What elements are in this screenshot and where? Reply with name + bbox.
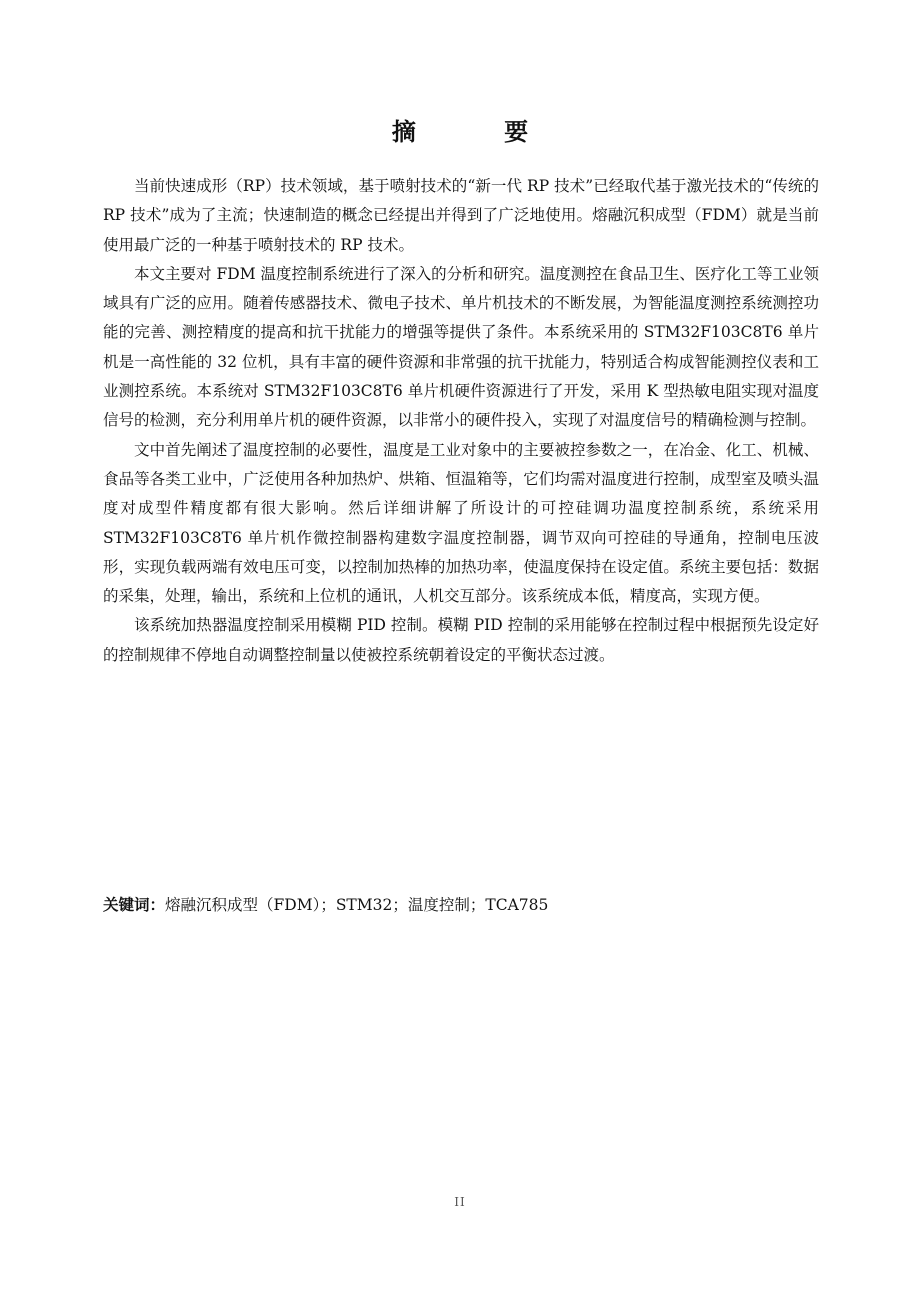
keywords-label: 关键词： — [103, 896, 166, 914]
abstract-body — [103, 172, 819, 670]
abstract-title: 摘 要 — [391, 118, 569, 146]
abstract-paragraph-3: 文中首先阐述了温度控制的必要性，温度是工业对象中的主要被控参数之一，在冶金、化工、机械、食品等各类工业中，广泛使用各种加热炉、烘箱、恒温箱等，它们均需对温度进行控制，成型室及喷头温度对成型件精度都有很大影响。然后详细讲解了所设计的可控硅调功温度控制系统，系统采用 STM32F103C8T6 单片机作微控制器构建数字温度控制器，调节双向可控硅的导通角，控制电压波形，实现负载两端有效电压可变，以控制加热棒的加热功率，使温度保持在设定值。系统主要包括：数据的采集，处理，输出，系统和上位机的通讯，人机交互部分。该系统成本低，精度高，实现方便。 — [103, 440, 819, 606]
abstract-paragraph-4: 该系统加热器温度控制采用模糊 PID 控制。模糊 PID 控制的采用能够在控制过程中根据预先设定好的控制规律不停地自动调整控制量以使被控系统朝着设定的平衡状态过渡。 — [103, 616, 819, 664]
abstract-paragraph-1: 当前快速成形（RP）技术领域，基于喷射技术的“新一代 RP 技术”已经取代基于激光技术的“传统的 RP 技术”成为了主流；快速制造的概念已经提出并得到了广泛地使用。熔融沉积成型（FDM）就是当前使用最广泛的一种基于喷射技术的 RP 技术。 — [103, 177, 819, 254]
keywords-text: 熔融沉积成型（FDM）；STM32；温度控制；TCA785 — [165, 896, 549, 914]
abstract-paragraph-2: 本文主要对 FDM 温度控制系统进行了深入的分析和研究。温度测控在食品卫生、医疗化工等工业领域具有广泛的应用。随着传感器技术、微电子技术、单片机技术的不断发展，为智能温度测控系统测控功能的完善、测控精度的提高和抗干扰能力的增强等提供了条件。本系统采用的 STM32F103C8T6 单片机是一高性能的 32 位机，具有丰富的硬件资源和非常强的抗干扰能力，特别适合构成智能测控仪表和工业测控系统。本系统对 STM32F103C8T6 单片机硬件资源进行了开发，采用 K 型热敏电阻实现对温度信号的检测，充分利用单片机的硬件资源，以非常小的硬件投入，实现了对温度信号的精确检测与控制。 — [103, 264, 819, 430]
page-number: II — [454, 1195, 466, 1209]
keywords-line — [103, 891, 819, 920]
